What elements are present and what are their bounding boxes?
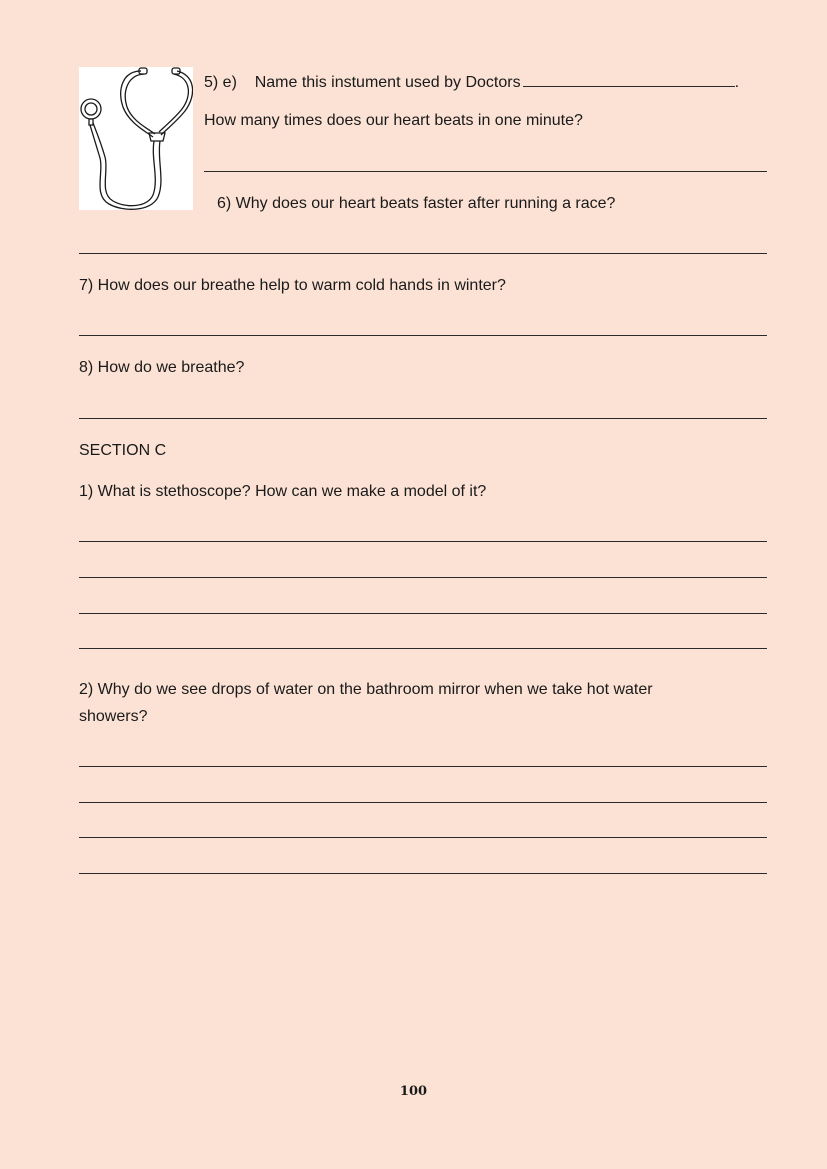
page-number: 100 [399, 1084, 428, 1099]
stethoscope-image [79, 67, 193, 210]
answer-line[interactable] [79, 648, 767, 649]
answer-line[interactable] [79, 766, 767, 767]
question-5e [204, 70, 739, 93]
answer-line[interactable] [79, 541, 767, 542]
answer-blank[interactable] [523, 70, 735, 87]
answer-line[interactable] [79, 837, 767, 838]
section-c-question-2-line1: 2) Why do we see drops of water on the bathroom mirror when we take hot water [79, 681, 653, 698]
answer-line[interactable] [79, 253, 767, 254]
answer-line[interactable] [79, 613, 767, 614]
answer-line[interactable] [79, 335, 767, 336]
question-7: 7) How does our breathe help to warm cold hands in winter? [79, 277, 506, 294]
question-8: 8) How do we breathe? [79, 359, 245, 376]
question-6: 6) Why does our heart beats faster after running a race? [217, 195, 616, 212]
answer-line[interactable] [204, 171, 767, 172]
answer-line[interactable] [79, 802, 767, 803]
stethoscope-icon [79, 67, 193, 210]
question-text: Name this instument used by Doctors [254, 74, 521, 91]
question-5e-sub: How many times does our heart beats in one minute? [204, 112, 583, 129]
answer-line[interactable] [79, 577, 767, 578]
answer-line[interactable] [79, 418, 767, 419]
section-c-question-1: 1) What is stethoscope? How can we make a model of it? [79, 483, 487, 500]
question-number: 5) e) [204, 74, 237, 91]
question-end: . [734, 74, 740, 91]
section-heading: SECTION C [79, 442, 167, 459]
answer-line[interactable] [79, 873, 767, 874]
section-c-question-2-line2: showers? [79, 708, 148, 725]
